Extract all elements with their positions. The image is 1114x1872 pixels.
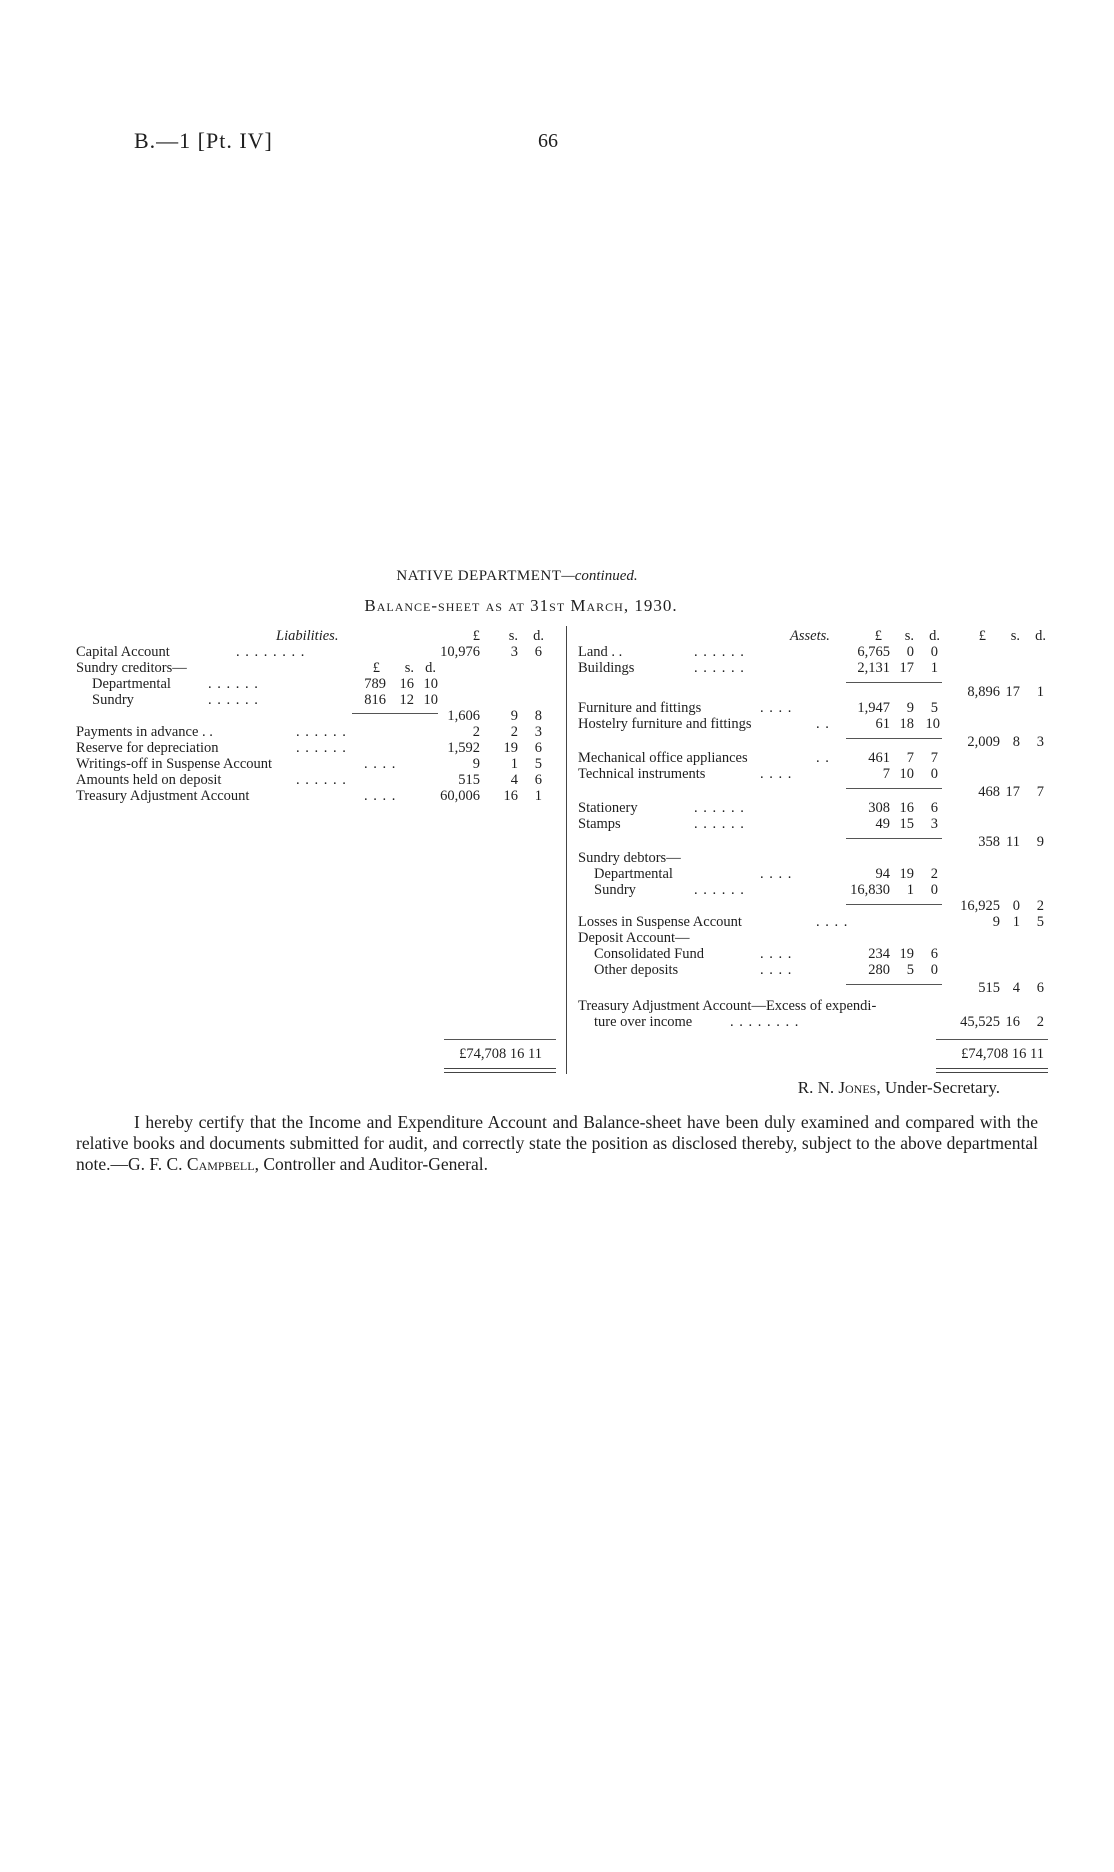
audit-certificate (76, 1112, 1038, 1175)
consolidated-fund-label: Consolidated Fund (594, 946, 704, 962)
subtotal-rule (846, 838, 942, 839)
consolidated-fund-shillings: 19 (899, 946, 914, 962)
leader-dots: . . . . (760, 866, 793, 882)
auditor-title: , Controller and Auditor-General. (254, 1154, 488, 1174)
under-secretary-signoff (798, 1078, 1000, 1098)
departmental-debtors-pounds: 94 (875, 866, 890, 882)
furniture-pounds: 1,947 (857, 700, 890, 716)
treasury-adjustment-label: Treasury Adjustment Account (76, 788, 250, 804)
liab-head-pence: d. (533, 628, 544, 644)
reserve-depreciation-pounds: 1,592 (447, 740, 480, 756)
sundry-debtors-pence: 0 (930, 882, 938, 898)
creditors-total-pounds: 1,606 (447, 708, 480, 724)
liabilities-heading: Liabilities. (276, 628, 339, 644)
payments-advance-pence: 3 (534, 724, 542, 740)
leader-dots: . . . . . . (208, 692, 259, 708)
auditor-name: G. F. C. Campbell (128, 1154, 255, 1174)
stationery-total-pence: 9 (1036, 834, 1044, 850)
land-buildings-total-pounds: 8,896 (967, 684, 1000, 700)
buildings-label: Buildings (578, 660, 635, 676)
reserve-depreciation-shillings: 19 (503, 740, 518, 756)
stationery-pence: 6 (930, 800, 938, 816)
sundry-debtors-label: Sundry debtors— (578, 850, 681, 866)
leader-dots: . . . . (816, 914, 849, 930)
land-shillings: 0 (906, 644, 914, 660)
leader-dots: . . . . . . (694, 816, 745, 832)
stamps-pence: 3 (930, 816, 938, 832)
losses-suspense-label: Losses in Suspense Account (578, 914, 742, 930)
reserve-depreciation-label: Reserve for depreciation (76, 740, 219, 756)
leader-dots: . . . . . . (694, 800, 745, 816)
mechanical-pence: 7 (930, 750, 938, 766)
treasury-excess-pounds: 45,525 (960, 1014, 1000, 1030)
furniture-pence: 5 (930, 700, 938, 716)
hostelry-shillings: 18 (899, 716, 914, 732)
leader-dots: . . . . . . (694, 882, 745, 898)
debtors-total-pence: 2 (1036, 898, 1044, 914)
other-deposits-pence: 0 (930, 962, 938, 978)
reserve-depreciation-pence: 6 (534, 740, 542, 756)
appliances-total-pence: 7 (1036, 784, 1044, 800)
treasury-excess-shillings: 16 (1005, 1014, 1020, 1030)
debtors-total-shillings: 0 (1012, 898, 1020, 914)
subtotal-rule (846, 788, 942, 789)
capital-pence: 6 (534, 644, 542, 660)
mechanical-label: Mechanical office appliances (578, 750, 748, 766)
payments-advance-label: Payments in advance . . (76, 724, 213, 740)
technical-pounds: 7 (882, 766, 890, 782)
total-rule (936, 1039, 1048, 1040)
asset-head-pence-1: d. (929, 628, 940, 644)
stationery-shillings: 16 (899, 800, 914, 816)
asset-head-shillings-2: s. (1010, 628, 1020, 644)
departmental-creditors-label: Departmental (92, 676, 171, 692)
leader-dots: . . (816, 716, 830, 732)
writings-off-pence: 5 (534, 756, 542, 772)
signatory-title: , Under-Secretary. (876, 1078, 1000, 1097)
sub-head-pounds: £ (372, 660, 380, 676)
payments-advance-pounds: 2 (472, 724, 480, 740)
losses-suspense-pence: 5 (1036, 914, 1044, 930)
buildings-pence: 1 (930, 660, 938, 676)
sundry-creditors-sub-label: Sundry (92, 692, 134, 708)
sundry-debtors-sub-label: Sundry (594, 882, 636, 898)
certificate-text: I hereby certify that the Income and Expenditure Account and Balance-sheet have been duly examined and compared with the relative books and documents submitted for audit, and correctly state the position as disclosed thereby, subject to the above departmental note.— (76, 1112, 1038, 1174)
leader-dots: . . . . (760, 946, 793, 962)
sub-head-shillings: s. (404, 660, 414, 676)
balance-sheet-title: Balance-sheet as at 31st March, 1930. (364, 596, 678, 615)
treasury-adjustment-pence: 1 (534, 788, 542, 804)
department-title (0, 568, 1074, 585)
technical-pence: 0 (930, 766, 938, 782)
departmental-debtors-label: Departmental (594, 866, 673, 882)
department-name: NATIVE DEPARTMENT (396, 568, 562, 584)
debtors-total-pounds: 16,925 (960, 898, 1000, 914)
technical-label: Technical instruments (578, 766, 706, 782)
furniture-shillings: 9 (906, 700, 914, 716)
leader-dots: . . . . . . (694, 660, 745, 676)
consolidated-fund-pounds: 234 (868, 946, 890, 962)
departmental-creditors-pence: 10 (423, 676, 438, 692)
mechanical-shillings: 7 (906, 750, 914, 766)
furniture-total-shillings: 8 (1012, 734, 1020, 750)
treasury-adjustment-shillings: 16 (503, 788, 518, 804)
leader-dots: . . . . . . (296, 724, 347, 740)
technical-shillings: 10 (899, 766, 914, 782)
leader-dots: . . . . . . (208, 676, 259, 692)
stationery-pounds: 308 (868, 800, 890, 816)
deposit-total-shillings: 4 (1012, 980, 1020, 996)
land-pence: 0 (930, 644, 938, 660)
subtotal-rule (846, 904, 942, 905)
leader-dots: . . (816, 750, 830, 766)
total-double-rule (936, 1068, 1048, 1073)
treasury-excess-pence: 2 (1036, 1014, 1044, 1030)
other-deposits-pounds: 280 (868, 962, 890, 978)
creditors-total-pence: 8 (534, 708, 542, 724)
furniture-label: Furniture and fittings (578, 700, 702, 716)
leader-dots: . . . . . . (694, 644, 745, 660)
consolidated-fund-pence: 6 (930, 946, 938, 962)
furniture-total-pounds: 2,009 (967, 734, 1000, 750)
land-buildings-total-pence: 1 (1036, 684, 1044, 700)
leader-dots: . . . . (760, 700, 793, 716)
stationery-total-pounds: 358 (978, 834, 1000, 850)
deposit-total-pence: 6 (1036, 980, 1044, 996)
asset-head-pounds-2: £ (978, 628, 986, 644)
total-double-rule (444, 1068, 556, 1073)
losses-suspense-shillings: 1 (1012, 914, 1020, 930)
leader-dots: . . . . (364, 756, 397, 772)
deposit-total-pounds: 515 (978, 980, 1000, 996)
asset-head-pounds-1: £ (874, 628, 882, 644)
stamps-shillings: 15 (899, 816, 914, 832)
sundry-creditors-pence: 10 (423, 692, 438, 708)
writings-off-pounds: 9 (472, 756, 480, 772)
writings-off-shillings: 1 (510, 756, 518, 772)
hostelry-label: Hostelry furniture and fittings (578, 716, 752, 732)
signatory-name: R. N. Jones (797, 1078, 877, 1097)
sub-head-pence: d. (425, 660, 436, 676)
leader-dots: . . . . (760, 766, 793, 782)
asset-head-pence-2: d. (1035, 628, 1046, 644)
leader-dots: . . . . (760, 962, 793, 978)
capital-account-label: Capital Account (76, 644, 170, 660)
stamps-pounds: 49 (875, 816, 890, 832)
treasury-adjustment-pounds: 60,006 (440, 788, 480, 804)
treasury-excess-label-line-2: ture over income (594, 1014, 693, 1030)
other-deposits-shillings: 5 (906, 962, 914, 978)
sundry-creditors-shillings: 12 (399, 692, 414, 708)
liab-head-shillings: s. (508, 628, 518, 644)
amounts-deposit-shillings: 4 (510, 772, 518, 788)
amounts-deposit-label: Amounts held on deposit (76, 772, 222, 788)
land-label: Land . . (578, 644, 623, 660)
mechanical-pounds: 461 (868, 750, 890, 766)
liab-head-pounds: £ (472, 628, 480, 644)
sundry-debtors-shillings: 1 (906, 882, 914, 898)
departmental-debtors-pence: 2 (930, 866, 938, 882)
capital-pounds: 10,976 (440, 644, 480, 660)
leader-dots: . . . . . . (296, 772, 347, 788)
creditors-total-shillings: 9 (510, 708, 518, 724)
treasury-excess-label-line-1: Treasury Adjustment Account—Excess of expendi- (578, 998, 877, 1014)
stationery-label: Stationery (578, 800, 638, 816)
furniture-total-pence: 3 (1036, 734, 1044, 750)
appliances-total-shillings: 17 (1005, 784, 1020, 800)
writings-off-label: Writings-off in Suspense Account (76, 756, 273, 772)
departmental-creditors-pounds: 789 (364, 676, 386, 692)
capital-shillings: 3 (510, 644, 518, 660)
appliances-total-pounds: 468 (978, 784, 1000, 800)
assets-heading: Assets. (790, 628, 830, 644)
sundry-creditors-pounds: 816 (364, 692, 386, 708)
leader-dots: . . . . . . . . (236, 644, 306, 660)
subtotal-rule (846, 682, 942, 683)
sundry-creditors-label: Sundry creditors— (76, 660, 187, 676)
subtotal-rule (352, 713, 438, 714)
hostelry-pence: 10 (925, 716, 940, 732)
leader-dots: . . . . . . . . (730, 1014, 800, 1030)
buildings-pounds: 2,131 (857, 660, 890, 676)
page-identifier: B.—1 [Pt. IV] (134, 128, 273, 153)
subtotal-rule (846, 984, 942, 985)
buildings-shillings: 17 (899, 660, 914, 676)
stationery-total-shillings: 11 (1006, 834, 1020, 850)
leader-dots: . . . . . . (296, 740, 347, 756)
land-buildings-total-shillings: 17 (1005, 684, 1020, 700)
continued-note: —continued. (561, 568, 638, 584)
hostelry-pounds: 61 (875, 716, 890, 732)
assets-total: £74,708 16 11 (961, 1046, 1044, 1062)
deposit-account-label: Deposit Account— (578, 930, 690, 946)
amounts-deposit-pounds: 515 (458, 772, 480, 788)
payments-advance-shillings: 2 (510, 724, 518, 740)
departmental-creditors-shillings: 16 (399, 676, 414, 692)
liabilities-total: £74,708 16 11 (459, 1046, 542, 1062)
losses-suspense-pounds: 9 (992, 914, 1000, 930)
stamps-label: Stamps (578, 816, 621, 832)
amounts-deposit-pence: 6 (534, 772, 542, 788)
land-pounds: 6,765 (857, 644, 890, 660)
leader-dots: . . . . (364, 788, 397, 804)
other-deposits-label: Other deposits (594, 962, 679, 978)
departmental-debtors-shillings: 19 (899, 866, 914, 882)
sundry-debtors-pounds: 16,830 (850, 882, 890, 898)
subtotal-rule (846, 738, 942, 739)
column-divider (566, 626, 567, 1074)
page-number: 66 (538, 130, 558, 152)
total-rule (444, 1039, 556, 1040)
asset-head-shillings-1: s. (904, 628, 914, 644)
